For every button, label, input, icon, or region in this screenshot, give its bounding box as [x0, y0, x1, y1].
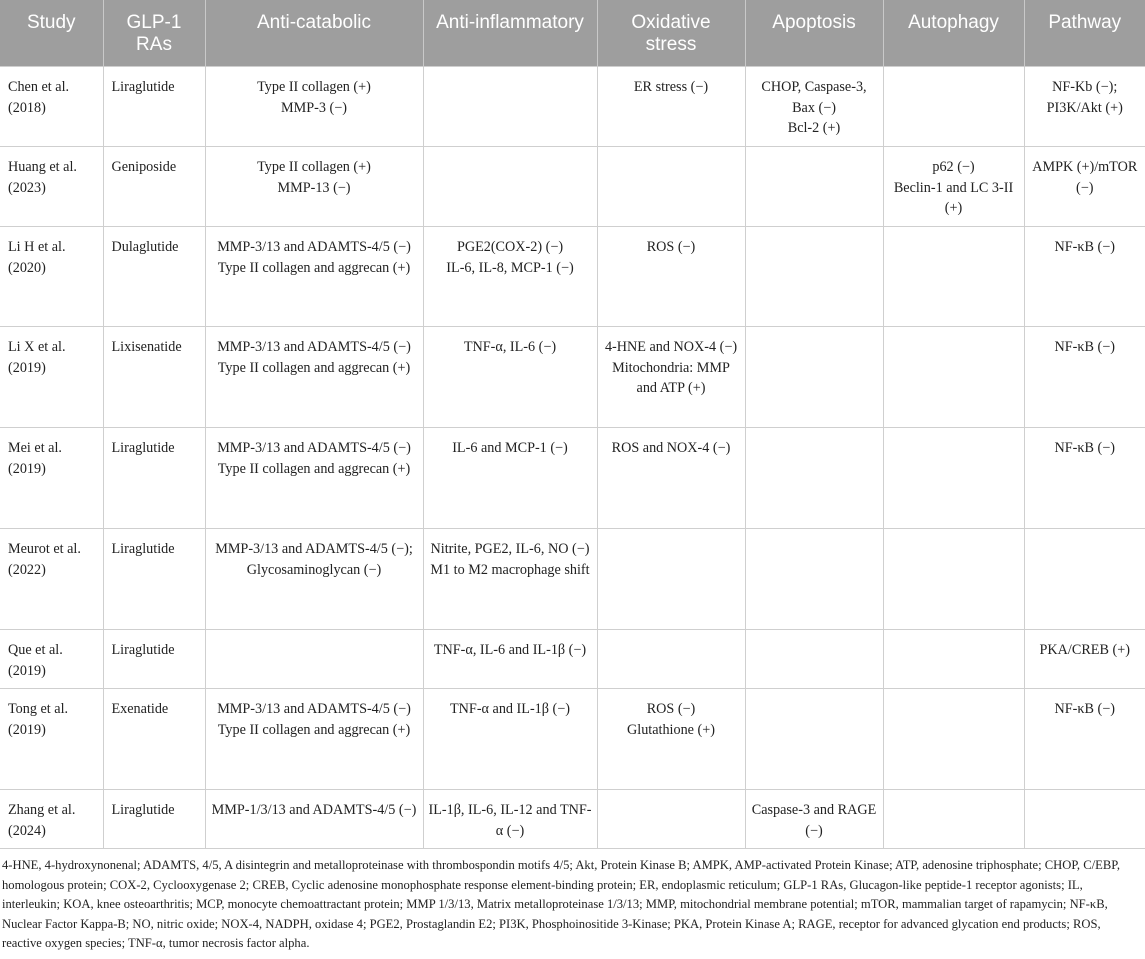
table-row [0, 428, 1145, 529]
anti-inflammatory-cell [423, 67, 597, 147]
anti-catabolic-cell [205, 689, 423, 790]
autophagy-cell [883, 689, 1024, 790]
pathway-cell [1024, 529, 1145, 630]
apoptosis-cell [745, 689, 883, 790]
oxidative-stress-cell [597, 630, 745, 689]
study-cell: Zhang et al. (2024) [0, 790, 103, 849]
cell-line: Type II collagen and aggrecan (+) [217, 259, 411, 276]
autophagy-cell [883, 630, 1024, 689]
anti-catabolic-cell [205, 327, 423, 428]
autophagy-cell [883, 327, 1024, 428]
table-row [0, 67, 1145, 147]
anti-catabolic-cell [205, 428, 423, 529]
agent-cell: Liraglutide [103, 67, 205, 147]
study-cell: Chen et al. (2018) [0, 67, 103, 147]
cell-line: Bcl-2 (+) [787, 120, 841, 136]
oxidative-stress-cell [597, 790, 745, 849]
cell-line: MMP-3 (−) [281, 99, 347, 116]
agent-cell: Exenatide [103, 689, 205, 790]
oxidative-stress-cell [597, 67, 745, 147]
header-row [0, 0, 1145, 67]
cell-line: PKA/CREB (+) [1039, 642, 1130, 658]
cell-line: NF-κB (−) [1054, 239, 1115, 255]
oxidative-stress-cell [597, 227, 745, 327]
cell-line: MMP-3/13 and ADAMTS-4/5 (−) [217, 701, 411, 717]
cell-line: NF-κB (−) [1054, 440, 1115, 456]
cell-line: ER stress (−) [633, 79, 709, 95]
table-row [0, 790, 1145, 849]
agent-cell: Dulaglutide [103, 227, 205, 327]
table-row [0, 147, 1145, 227]
cell-line: MMP-3/13 and ADAMTS-4/5 (−) [217, 339, 411, 355]
autophagy-cell [883, 67, 1024, 147]
anti-inflammatory-cell [423, 529, 597, 630]
study-cell: Que et al. (2019) [0, 630, 103, 689]
table-row [0, 689, 1145, 790]
header-oxidative-stress: Oxidative stress [597, 0, 745, 67]
cell-line: Mitochondria: MMP and ATP (+) [612, 359, 730, 396]
header-anti-catabolic: Anti-catabolic [205, 0, 423, 67]
pathway-cell [1024, 630, 1145, 689]
header-study: Study [0, 0, 103, 67]
cell-line: MMP-3/13 and ADAMTS-4/5 (−); Glycosaminoglycan (−) [215, 541, 413, 578]
oxidative-stress-cell [597, 529, 745, 630]
cell-line: Type II collagen (+) [257, 159, 371, 175]
anti-inflammatory-cell [423, 689, 597, 790]
cell-line: Type II collagen and aggrecan (+) [217, 721, 411, 738]
cell-line: ROS (−) [646, 701, 696, 717]
oxidative-stress-cell [597, 428, 745, 529]
oxidative-stress-cell [597, 327, 745, 428]
anti-catabolic-cell [205, 147, 423, 227]
cell-line: NF-Kb (−); PI3K/Akt (+) [1046, 79, 1123, 116]
table-row [0, 327, 1145, 428]
anti-catabolic-cell [205, 790, 423, 849]
agent-cell: Liraglutide [103, 790, 205, 849]
header-pathway: Pathway [1024, 0, 1145, 67]
cell-line: IL-1β, IL-6, IL-12 and TNF-α (−) [428, 802, 592, 839]
cell-line: Nitrite, PGE2, IL-6, NO (−) [430, 541, 590, 557]
agent-cell: Liraglutide [103, 428, 205, 529]
cell-line: MMP-3/13 and ADAMTS-4/5 (−) [217, 239, 411, 255]
cell-line: p62 (−) [932, 159, 975, 175]
pathway-cell [1024, 689, 1145, 790]
autophagy-cell [883, 529, 1024, 630]
cell-line: ROS and NOX-4 (−) [611, 440, 731, 456]
pathway-cell [1024, 327, 1145, 428]
cell-line: TNF-α, IL-6 (−) [463, 339, 557, 355]
cell-line: TNF-α and IL-1β (−) [450, 701, 570, 717]
cell-line: Glutathione (+) [627, 721, 715, 738]
cell-line: MMP-1/3/13 and ADAMTS-4/5 (−) [211, 802, 417, 818]
apoptosis-cell [745, 327, 883, 428]
cell-line: MMP-3/13 and ADAMTS-4/5 (−) [217, 440, 411, 456]
anti-inflammatory-cell [423, 428, 597, 529]
anti-catabolic-cell [205, 529, 423, 630]
agent-cell: Geniposide [103, 147, 205, 227]
study-cell: Li H et al. (2020) [0, 227, 103, 327]
apoptosis-cell [745, 227, 883, 327]
study-cell: Mei et al. (2019) [0, 428, 103, 529]
cell-line: PGE2(COX-2) (−) [456, 239, 564, 255]
header-anti-inflammatory: Anti-inflammatory [423, 0, 597, 67]
anti-catabolic-cell [205, 227, 423, 327]
header-glp1-ras: GLP-1 RAs [103, 0, 205, 67]
cell-line: Caspase-3 and RAGE (−) [751, 802, 877, 839]
cell-line: TNF-α, IL-6 and IL-1β (−) [433, 642, 587, 658]
cell-line: Type II collagen and aggrecan (+) [217, 460, 411, 477]
autophagy-cell [883, 428, 1024, 529]
cell-line: Beclin-1 and LC 3-II (+) [893, 179, 1014, 216]
agent-cell: Liraglutide [103, 630, 205, 689]
pathway-cell [1024, 227, 1145, 327]
cell-line: NF-κB (−) [1054, 339, 1115, 355]
apoptosis-cell [745, 630, 883, 689]
table-body [0, 67, 1145, 849]
autophagy-cell [883, 227, 1024, 327]
cell-line: ROS (−) [646, 239, 696, 255]
pathway-cell [1024, 67, 1145, 147]
header-apoptosis: Apoptosis [745, 0, 883, 67]
autophagy-cell [883, 147, 1024, 227]
apoptosis-cell [745, 529, 883, 630]
study-cell: Meurot et al. (2022) [0, 529, 103, 630]
autophagy-cell [883, 790, 1024, 849]
cell-line: IL-6, IL-8, MCP-1 (−) [446, 259, 574, 276]
pathway-cell [1024, 147, 1145, 227]
study-cell: Li X et al. (2019) [0, 327, 103, 428]
table-row [0, 227, 1145, 327]
pathway-cell [1024, 790, 1145, 849]
anti-catabolic-cell [205, 630, 423, 689]
apoptosis-cell [745, 67, 883, 147]
pathway-cell [1024, 428, 1145, 529]
agent-cell: Lixisenatide [103, 327, 205, 428]
anti-catabolic-cell [205, 67, 423, 147]
oxidative-stress-cell [597, 689, 745, 790]
table-row [0, 630, 1145, 689]
cell-line: M1 to M2 macrophage shift [430, 561, 590, 578]
anti-inflammatory-cell [423, 147, 597, 227]
cell-line: NF-κB (−) [1054, 701, 1115, 717]
apoptosis-cell [745, 428, 883, 529]
cell-line: CHOP, Caspase-3, Bax (−) [761, 79, 867, 116]
cell-line: AMPK (+)/mTOR (−) [1032, 159, 1138, 196]
table-row [0, 529, 1145, 630]
cell-line: Type II collagen (+) [257, 79, 371, 95]
cell-line: MMP-13 (−) [277, 179, 351, 196]
header-autophagy: Autophagy [883, 0, 1024, 67]
agent-cell: Liraglutide [103, 529, 205, 630]
table-footnote: 4-HNE, 4-hydroxynonenal; ADAMTS, 4/5, A disintegrin and metalloproteinase with thrombospondin motifs 4/5; Akt, Protein Kinase B; AMPK, AMP-activated Protein Kinase; ATP, adenosine triphosphate; CHOP, C/EBP, homologous protein; COX-2, Cyclooxygenase 2; CREB, Cyclic adenosine monophosphate response element-binding protein; ER, endoplasmic reticulum; GLP-1 RAs, Glucagon-like peptide-1 receptor agonists; IL, interleukin; KOA, knee osteoarthritis; MCP, monocyte chemoattractant protein; MMP 1/3/13, Matrix metalloproteinase 1/3/13; MMP, mitochondrial membrane potential; mTOR, mammalian target of rapamycin; NF-κB, Nuclear Factor Kappa-B; NO, nitric oxide; NOX-4, NADPH, oxidase 4; PGE2, Prostaglandin E2; PI3K, Phosphoinositide 3-Kinase; PKA, Protein Kinase A; RAGE, receptor for advanced glycation end products; ROS, reactive oxygen species; TNF-α, tumor necrosis factor alpha. [2, 858, 1120, 950]
apoptosis-cell [745, 147, 883, 227]
apoptosis-cell [745, 790, 883, 849]
cell-line: IL-6 and MCP-1 (−) [452, 440, 568, 456]
anti-inflammatory-cell [423, 227, 597, 327]
anti-inflammatory-cell [423, 327, 597, 428]
study-cell: Huang et al. (2023) [0, 147, 103, 227]
cell-line: Type II collagen and aggrecan (+) [217, 359, 411, 376]
oxidative-stress-cell [597, 147, 745, 227]
anti-inflammatory-cell [423, 790, 597, 849]
study-cell: Tong et al. (2019) [0, 689, 103, 790]
cell-line: 4-HNE and NOX-4 (−) [604, 339, 738, 355]
anti-inflammatory-cell [423, 630, 597, 689]
